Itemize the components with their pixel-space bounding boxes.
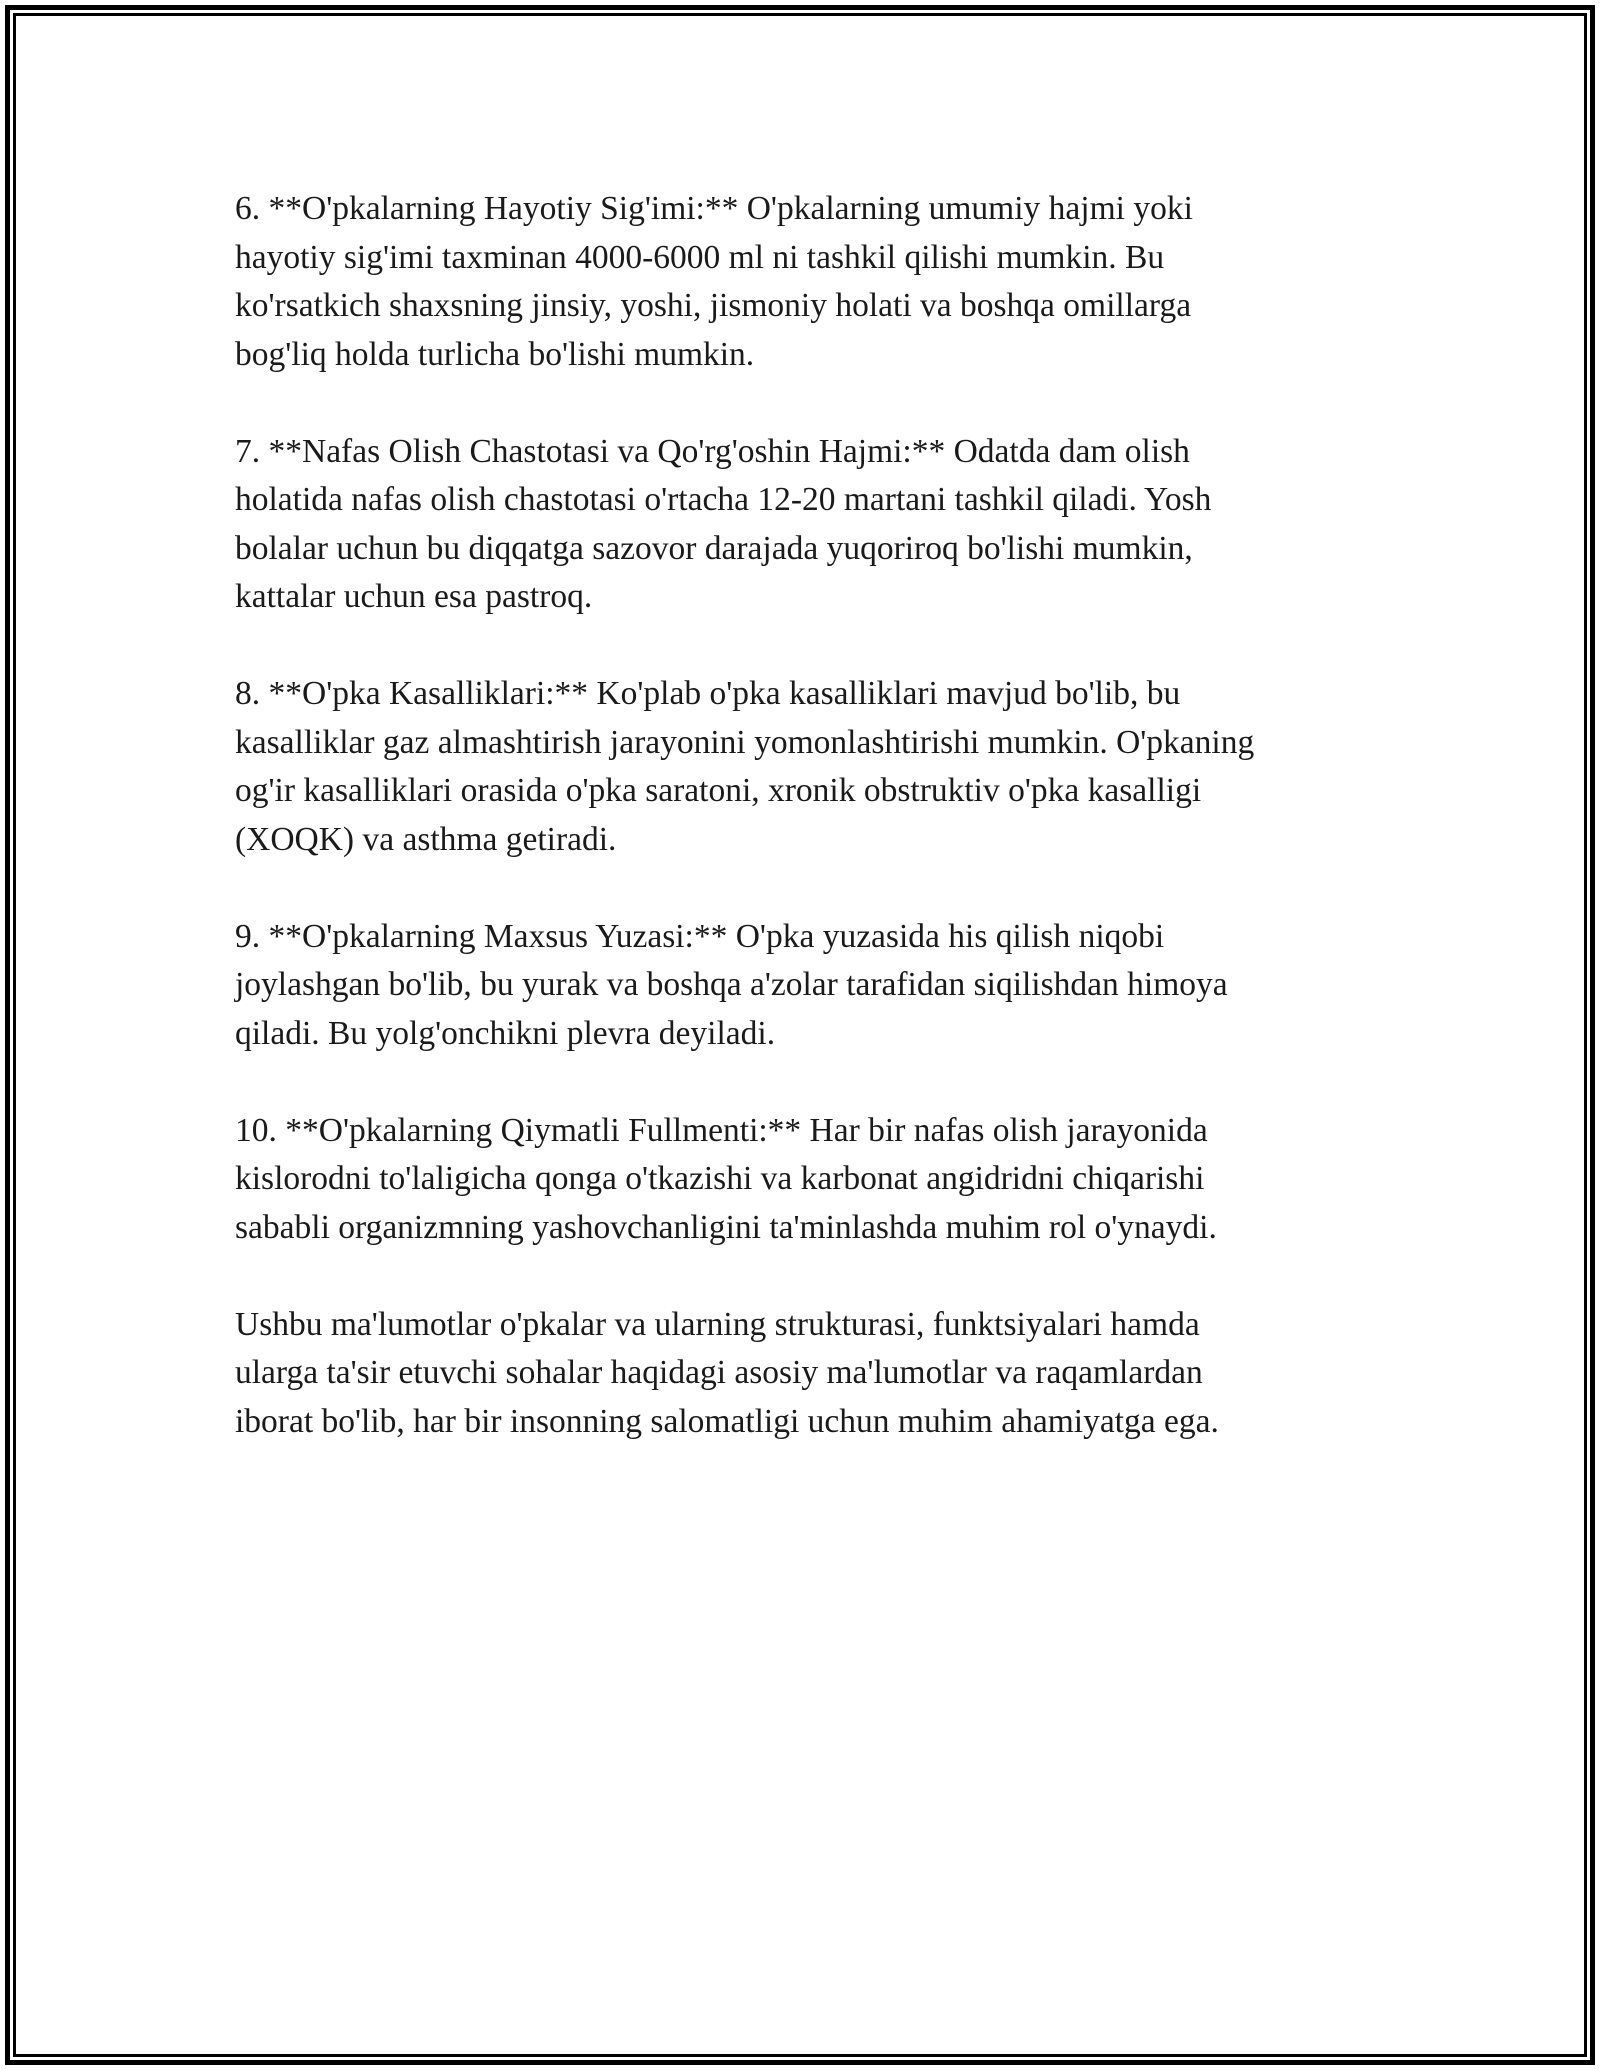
- paragraph-item-10: [235, 1107, 1375, 1253]
- text-line: (XOQK) va asthma getiradi.: [235, 820, 617, 858]
- paragraph-item-6: [235, 185, 1375, 379]
- text-line: joylashgan bo'lib, bu yurak va boshqa a'zolar tarafidan siqilishdan himoya: [235, 966, 1228, 1003]
- text-line: 6. **O'pkalarning Hayotiy Sig'imi:** O'pkalarning umumiy hajmi yoki: [235, 190, 1193, 227]
- paragraph-item-7: [235, 428, 1375, 622]
- text-line: bog'liq holda turlicha bo'lishi mumkin.: [235, 335, 755, 373]
- document-body: [235, 185, 1375, 1495]
- text-line: 8. **O'pka Kasalliklari:** Ko'plab o'pka kasalliklari mavjud bo'lib, bu: [235, 675, 1181, 712]
- text-line: 10. **O'pkalarning Qiymatli Fullmenti:** Har bir nafas olish jarayonida: [235, 1111, 1208, 1149]
- text-line: 7. **Nafas Olish Chastotasi va Qo'rg'oshin Hajmi:** Odatda dam olish: [235, 432, 1190, 470]
- text-line: bolalar uchun bu diqqatga sazovor darajada yuqoriroq bo'lishi mumkin,: [235, 529, 1193, 567]
- text-line: kasalliklar gaz almashtirish jarayonini yomonlashtirishi mumkin. O'pkaning: [235, 723, 1255, 761]
- text-line: 9. **O'pkalarning Maxsus Yuzasi:** O'pka yuzasida his qilish niqobi: [235, 917, 1165, 955]
- text-line: qiladi. Bu yolg'onchikni plevra deyiladi.: [235, 1014, 776, 1052]
- text-line: Ushbu ma'lumotlar o'pkalar va ularning strukturasi, funktsiyalari hamda: [235, 1305, 1200, 1343]
- text-line: og'ir kasalliklari orasida o'pka saratoni, xronik obstruktiv o'pka kasalligi: [235, 772, 1202, 809]
- paragraph-summary: [235, 1301, 1375, 1447]
- paragraph-item-9: [235, 913, 1375, 1059]
- text-line: kislorodni to'laligicha qonga o'tkazishi va karbonat angidridni chiqarishi: [235, 1160, 1205, 1197]
- paragraph-item-8: [235, 670, 1375, 864]
- text-line: ko'rsatkich shaxsning jinsiy, yoshi, jismoniy holati va boshqa omillarga: [235, 287, 1192, 324]
- text-line: iborat bo'lib, har bir insonning salomatligi uchun muhim ahamiyatga ega.: [235, 1402, 1219, 1440]
- text-line: hayotiy sig'imi taxminan 4000-6000 ml ni tashkil qilishi mumkin. Bu: [235, 238, 1165, 276]
- text-line: sababli organizmning yashovchanligini ta'minlashda muhim rol o'ynaydi.: [235, 1208, 1217, 1246]
- text-line: holatida nafas olish chastotasi o'rtacha 12-20 martani tashkil qiladi. Yosh: [235, 481, 1212, 518]
- text-line: kattalar uchun esa pastroq.: [235, 578, 593, 615]
- text-line: ularga ta'sir etuvchi sohalar haqidagi asosiy ma'lumotlar va raqamlardan: [235, 1354, 1203, 1391]
